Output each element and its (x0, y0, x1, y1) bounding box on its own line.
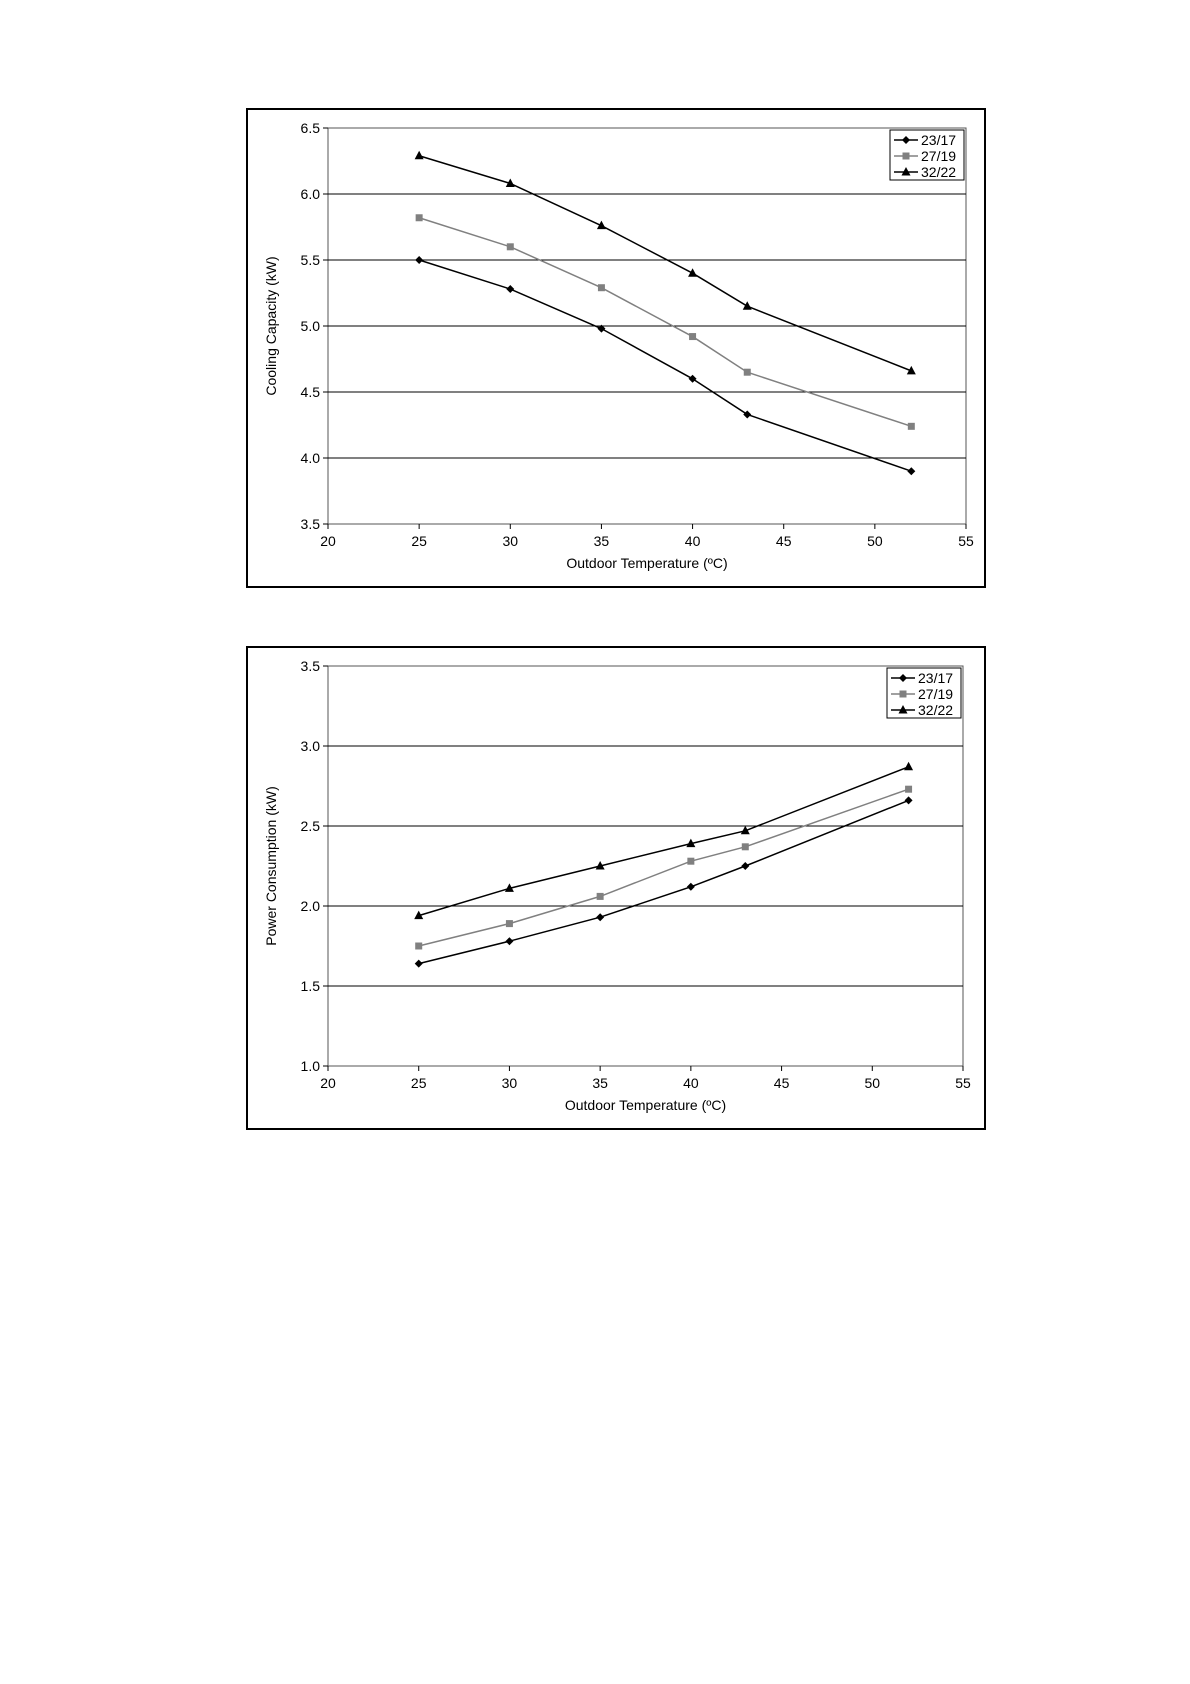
chart1-x-tick-label: 35 (593, 533, 610, 549)
chart1-x-tick-label: 50 (867, 533, 883, 549)
chart1-y-tick-label: 5.5 (300, 252, 320, 268)
chart1-data-point (689, 333, 696, 340)
chart1-y-axis-title: Cooling Capacity (kW) (263, 256, 279, 396)
chart1-x-tick-label: 40 (684, 533, 701, 549)
chart2-legend-label: 32/22 (918, 702, 954, 718)
chart1-data-point (416, 214, 423, 221)
chart2-y-tick-label: 2.5 (300, 818, 320, 834)
chart2-x-tick-label: 35 (592, 1075, 608, 1091)
chart2-legend-label: 27/19 (918, 686, 954, 702)
chart2-y-axis-title: Power Consumption (kW) (263, 786, 279, 946)
chart1-legend-label: 27/19 (921, 148, 957, 164)
cooling-capacity-chart (246, 108, 986, 588)
chart1-legend-label: 32/22 (921, 164, 957, 180)
chart2-data-point (597, 893, 604, 900)
chart1-x-tick-label: 55 (958, 533, 974, 549)
chart2-y-tick-label: 3.0 (300, 738, 320, 754)
chart1-x-tick-label: 20 (320, 533, 336, 549)
chart1-legend-marker (903, 153, 910, 160)
chart2-data-point (742, 843, 749, 850)
chart1-data-point (908, 423, 915, 430)
chart2-y-tick-label: 1.5 (300, 978, 320, 994)
chart2-x-tick-label: 50 (864, 1075, 881, 1091)
chart2-x-tick-label: 30 (501, 1075, 518, 1091)
chart2-x-tick-label: 25 (410, 1075, 427, 1091)
chart2-data-point (415, 943, 422, 950)
chart1-data-point (598, 284, 605, 291)
chart2-legend (887, 668, 961, 718)
cooling-capacity-chart-svg (248, 110, 984, 586)
chart2-y-tick-label: 3.5 (300, 658, 320, 674)
chart2-plot-area (328, 666, 963, 1066)
power-consumption-chart-svg (248, 648, 984, 1128)
chart2-y-tick-label: 2.0 (300, 898, 320, 914)
chart1-data-point (507, 243, 514, 250)
chart2-x-tick-label: 40 (683, 1075, 699, 1091)
power-consumption-chart (246, 646, 986, 1130)
chart2-x-axis-title: Outdoor Temperature (ºC) (564, 1097, 727, 1113)
chart1-legend-label: 23/17 (921, 132, 957, 148)
chart2-x-tick-label: 45 (773, 1075, 790, 1091)
chart2-data-point (687, 858, 694, 865)
chart1-y-tick-label: 6.0 (300, 186, 320, 202)
chart2-data-point (905, 786, 912, 793)
chart2-legend-label: 23/17 (918, 670, 954, 686)
chart1-x-axis-title: Outdoor Temperature (ºC) (566, 555, 728, 571)
chart1-legend (890, 130, 964, 180)
chart2-x-tick-label: 55 (955, 1075, 971, 1091)
chart1-y-tick-label: 4.0 (300, 450, 320, 466)
chart1-x-tick-label: 30 (502, 533, 519, 549)
chart1-y-tick-label: 3.5 (300, 516, 320, 532)
chart1-y-tick-label: 6.5 (300, 120, 320, 136)
chart2-x-tick-label: 20 (320, 1075, 336, 1091)
chart1-x-tick-label: 25 (411, 533, 427, 549)
chart1-data-point (744, 369, 751, 376)
chart2-data-point (506, 920, 513, 927)
chart1-y-tick-label: 5.0 (300, 318, 320, 334)
chart2-legend-marker (900, 691, 907, 698)
chart1-x-tick-label: 45 (775, 533, 792, 549)
chart1-y-tick-label: 4.5 (300, 384, 320, 400)
chart2-y-tick-label: 1.0 (300, 1058, 320, 1074)
